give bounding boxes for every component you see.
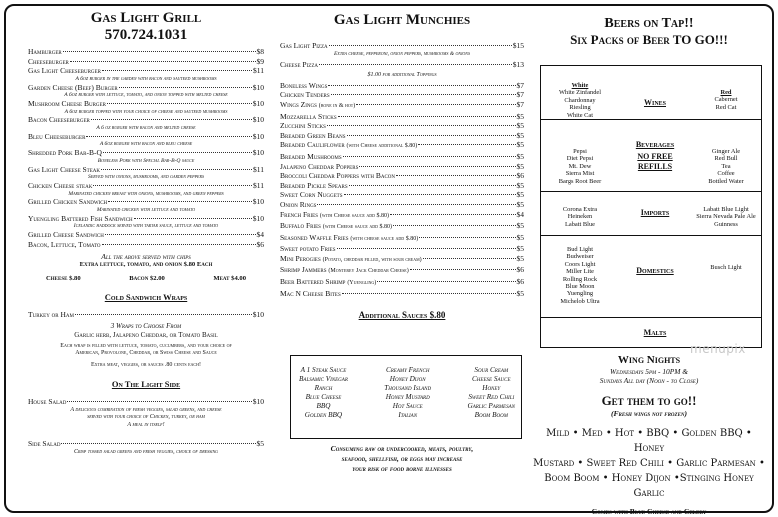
drink-item: Sierra Nevada Pale Ale: [696, 213, 756, 221]
menu-item-side-salad: Side Salad $5: [28, 438, 264, 448]
menu-item-desc: A 6oz burger with bacon and bleu cheese: [99, 141, 193, 148]
munchies-title: Gas Light Munchies: [333, 12, 471, 28]
drink-item: Heineken: [567, 213, 593, 221]
drink-item: Red Cat: [715, 103, 737, 111]
menu-item-munchies: Wings Zings (bone in & hot) $7: [280, 99, 524, 109]
menu-item-grill: Chicken Cheese steak $11: [28, 180, 264, 190]
drink-item: Budweiser: [566, 253, 594, 261]
refills-label: REFILLS: [637, 162, 673, 171]
menu-item-desc: A 6oz burger with lettuce, tomato, and onion topped with melted cheese: [64, 92, 228, 99]
imports-label: Imports: [640, 208, 670, 217]
munchies-item-list: [280, 81, 524, 298]
drink-item: Busch Light: [710, 264, 742, 271]
menu-item-desc: Served with onions, mushrooms, and garden peppers: [88, 174, 204, 181]
wraps-note-1: Each wrap is filled with lettuce, tomato, cucumbers, and your choice of: [60, 342, 232, 349]
sauce-item: Thousand Island: [384, 384, 432, 392]
wines-section: [541, 66, 761, 120]
drink-item: Labatt Blue Light: [703, 206, 749, 213]
sauce-item: BBQ: [316, 402, 331, 410]
extra-meat: Meat $4.00: [213, 275, 246, 283]
house-salad-desc-2: served with your choice of Chicken, turkey, or ham: [87, 414, 205, 421]
drink-item: White Zinfandel: [558, 89, 602, 97]
sauce-item: Hot Sauce: [392, 402, 423, 410]
menu-item-grill: Bleu Cheeseburger $10: [28, 131, 264, 141]
warning-line-3: your risk of food borne illnesses: [352, 464, 452, 473]
domestics-label: Domestics: [636, 266, 674, 275]
menu-item-munchies: Sweet Corn Nuggets $5: [280, 190, 524, 200]
light-side-title: On The Light Side: [111, 379, 181, 390]
wraps-note-3: Extra meat, veggies, or sauces .80 cents each!: [90, 361, 201, 368]
beers-on-tap-title: Beers on Tap!!: [604, 16, 694, 31]
menu-item-munchies: Zucchini Sticks $5: [280, 121, 524, 131]
munchies-column: [280, 10, 524, 473]
drink-item: Bud Light: [566, 246, 594, 253]
menu-item-grill: Yuengling Battered Fish Sandwich $10: [28, 213, 264, 223]
drink-item: Diet Pepsi: [566, 155, 594, 163]
drinks-box: [540, 65, 762, 348]
menu-item-munchies: Mac N Cheese Bites $5: [280, 288, 524, 298]
menu-item-desc: A 6 oz burger with bacon and melted cheese: [96, 124, 196, 131]
wraps-title: Cold Sandwich Wraps: [104, 292, 188, 303]
menu-item-munchies: Breaded Pickle Spears $5: [280, 180, 524, 190]
drink-item: Bottled Water: [708, 177, 744, 185]
fresh-wings-note: (Fresh wings not frozen): [610, 409, 688, 418]
malts-label: Malts: [643, 328, 667, 337]
wing-nights-title: Wing Nights: [617, 354, 681, 366]
drink-item: Red Bull: [714, 155, 738, 163]
domestics-right-list: [691, 264, 761, 271]
drink-item: Corona Extra: [562, 206, 598, 213]
menu-item-munchies: Boneless Wings $7: [280, 80, 524, 90]
menu-item-munchies: Breaded Cauliflower (with Cheese additional $.80) $5: [280, 140, 524, 150]
sauce-item: Sweet Red Chili: [468, 393, 515, 401]
menu-item-munchies: French Fries (with Cheese sauce add $.80) $4: [280, 209, 524, 219]
menu-item-grill: Bacon Cheeseburger $10: [28, 115, 264, 125]
wing-flavors-1: Mild • Med • Hot • BBQ • Golden BBQ • Honey: [546, 428, 752, 454]
menu-item-munchies: Mozzarella Sticks $5: [280, 111, 524, 121]
sauce-item: Garlic Parmesan: [467, 402, 515, 410]
drink-item: Riesling: [569, 104, 591, 112]
sauce-item: Italian: [398, 411, 418, 419]
drink-item: Michelob Ultra: [560, 297, 600, 305]
sauce-item: Honey: [482, 384, 501, 392]
menu-item-desc: Icelandic haddock served with tartar sauce, lettuce and tomato: [73, 223, 219, 230]
domestics-section: [541, 236, 761, 318]
extra-cheese: Cheese $.80: [46, 275, 81, 283]
menu-item-grill: Hamburger $8: [28, 47, 264, 56]
menu-item-munchies: Chicken Tenders $7: [280, 90, 524, 100]
sauces-column-3: [468, 366, 515, 434]
menu-item-munchies: Breaded Mushrooms $5: [280, 151, 524, 161]
six-packs-title: Six Packs of Beer TO GO!!!: [570, 32, 728, 47]
menu-item-gas-light-pizza: Gas Light Pizza $15: [280, 41, 524, 50]
drink-item: Coffee: [717, 170, 735, 178]
menu-item-desc: Boneless Pork with Special Bar-B-Q sauce: [97, 157, 195, 164]
imports-section: [541, 192, 761, 236]
warning-line-2: seafood, shellfish, or eggs may increase: [341, 454, 463, 463]
red-wine-list: [691, 96, 761, 111]
wraps-note-2: American, Provolone, Cheddar, or Swiss Cheese and Sauce: [75, 350, 217, 357]
sauce-item: Golden BBQ: [304, 411, 343, 419]
menu-item-grill: Shredded Pork Bar-B-Q $10: [28, 148, 264, 158]
drink-item: Yuengling: [566, 290, 594, 298]
sauce-item: Sour Cream: [474, 366, 509, 374]
menu-item-munchies: Broccoli Cheddar Poppers with Bacon $6: [280, 171, 524, 181]
pizza-desc: Extra cheese, pepperoni, onion peppers, mushrooms & onions: [334, 50, 470, 57]
menu-item-grill: Mushroom Cheese Burger $10: [28, 98, 264, 108]
sauce-item: Cheese Sauce: [471, 375, 511, 383]
drink-item: Labatt Blue: [565, 220, 595, 228]
menu-item-grill: Gas Light Cheese Steak $11: [28, 164, 264, 174]
sauce-item: Balsamic Vinegar: [299, 375, 348, 383]
toppings-note: $1.00 for additional Toppings: [367, 71, 437, 78]
grill-item-list: [28, 47, 264, 249]
no-free-label: NO FREE: [637, 152, 673, 161]
sauce-item: Ranch: [314, 384, 333, 392]
extra-bacon: Bacon $2.00: [129, 275, 165, 283]
wing-nights-line-1: Wednesdays 5pm - 10PM &: [610, 367, 688, 376]
house-salad-desc-1: A delicious combination of fresh veggies, salad greens, and cheese: [70, 406, 222, 413]
drink-item: Cabernet: [714, 96, 738, 104]
menu-item-munchies: Breaded Green Beans $5: [280, 130, 524, 140]
drink-item: Rolling Rock: [562, 275, 598, 283]
wing-flavors-3: Boom Boom • Honey Dijon •Stinging Honey Garlic: [544, 473, 754, 499]
drink-item: Sierra Mist: [565, 170, 595, 178]
menu-item-turkey-ham: Turkey or Ham $10: [28, 310, 264, 320]
drink-item: Chardonnay: [564, 96, 596, 104]
menu-item-munchies: Sweet potato Fries $5: [280, 244, 524, 254]
wraps-choose: 3 Wraps to Choose From: [110, 321, 182, 330]
menu-item-munchies: Onion Rings $5: [280, 199, 524, 209]
menu-item-grill: Grilled Chicken Sandwich $10: [28, 197, 264, 207]
menu-item-munchies: Seasoned Waffle Fries (with cheese sauce add $.80) $5: [280, 232, 524, 242]
wing-nights-section: [530, 354, 768, 516]
beverages-label: Beverages: [635, 140, 675, 149]
sauce-item: Blue Cheese: [305, 393, 342, 401]
watermark: menupix: [690, 342, 746, 356]
menu-item-desc: A 6oz burger topped with your choice of cheese and sauteed mushrooms: [64, 108, 228, 115]
menu-item-grill: Cheeseburger $9: [28, 56, 264, 66]
wing-nights-line-2: Sundays All day (Noon - to Close): [599, 376, 699, 385]
menu-item-munchies: Mini Perogies (Potato, cheddar filled, with sour cream) $5: [280, 253, 524, 263]
menu-item-munchies: Jalapeno Cheddar Poppers $5: [280, 161, 524, 171]
beverages-right-list: [691, 148, 761, 185]
phone-number: 570.724.1031: [104, 27, 188, 43]
beverages-left-list: [543, 148, 617, 185]
drink-item: Tea: [721, 162, 731, 170]
house-salad-desc-3: A meal in itself!: [127, 421, 165, 428]
menu-item-grill: Gas Light Cheeseburger $11: [28, 66, 264, 76]
wines-label: Wines: [643, 98, 666, 107]
menu-item-desc: Marinated chicken with lettuce and tomato: [96, 206, 196, 213]
menu-item-munchies: Shrimp Jammers (Monterey Jack Cheddar Cheese) $6: [280, 265, 524, 275]
blue-cheese-celery-note: Comes with Blue Cheese and Celery: [591, 507, 707, 516]
menu-item-grill: Bacon, Lettuce, Tomato $6: [28, 239, 264, 249]
menu-item-grill: Grilled Cheese Sandwich $4: [28, 230, 264, 240]
drink-item: Ginger Ale: [711, 148, 741, 155]
drink-item: Blue Moon: [565, 283, 595, 291]
drink-item: Miller Lite: [566, 268, 594, 276]
imports-right-list: [691, 206, 761, 228]
sauces-column-1: [299, 366, 348, 434]
white-wine-list: [543, 89, 617, 119]
extra-veggie-note: Extra lettuce, tomato, and onion $.80 Each: [79, 261, 213, 269]
extras-prices: [28, 275, 264, 282]
sauce-item: Honey Dijon: [389, 375, 426, 383]
sauce-item: Honey Mustard: [385, 393, 430, 401]
sauces-box: [290, 355, 522, 439]
menu-item-desc: A 6oz burger in the garden with bacon and sauteed mushrooms: [75, 75, 217, 82]
drink-item: Pepsi: [573, 148, 587, 155]
wing-flavors-2: Mustard • Sweet Red Chili • Garlic Parmesan •: [533, 458, 765, 469]
menu-item-desc: Marinated chicken breast with onions, mushrooms, and green peppers: [68, 190, 224, 197]
drink-item: Mt. Dew: [568, 162, 592, 170]
menu-item-munchies: Beer Battered Shrimp (Yuengling) $6: [280, 277, 524, 287]
drink-item: Guinness: [714, 220, 738, 228]
sauce-item: Boom Boom: [474, 411, 508, 419]
food-warning: [280, 444, 524, 474]
menu-item-cheese-pizza: Cheese Pizza $13: [280, 60, 524, 70]
get-to-go-title: Get them to go!!: [601, 393, 697, 408]
grill-title: Gas Light Grill: [90, 10, 202, 26]
sauce-item: Creamy French: [385, 366, 430, 374]
drink-item: Bargs Root Beer: [558, 177, 602, 185]
sauce-item: A 1 Steak Sauce: [300, 366, 347, 374]
drink-item: White Cat: [566, 111, 594, 119]
wraps-flavors: Garlic herb, Jalapeno Cheddar, or Tomato Basil: [74, 330, 218, 339]
imports-left-list: [543, 206, 617, 228]
beverages-section: [541, 120, 761, 192]
domestics-left-list: [543, 246, 617, 305]
side-salad-desc: Crisp tossed salad greens and fresh veggies, choice of dressing: [73, 448, 219, 455]
white-wine-head: White: [571, 82, 589, 89]
grill-column: [28, 10, 264, 456]
red-wine-head: Red: [720, 89, 732, 96]
menu-item-house-salad: House Salad $10: [28, 397, 264, 407]
menu-item-munchies: Buffalo Fries (with Cheese sauce add $.80) $5: [280, 221, 524, 231]
drink-item: Coors Light: [564, 260, 596, 268]
sauces-column-2: [384, 366, 431, 434]
warning-line-1: Consuming raw or undercooked, meats, poultry,: [330, 444, 474, 453]
menu-item-grill: Garden Cheese (Beef) Burger $10: [28, 82, 264, 92]
sauces-title: Additional Sauces $.80: [358, 310, 446, 321]
chips-note: All the above served with chips: [101, 252, 191, 262]
